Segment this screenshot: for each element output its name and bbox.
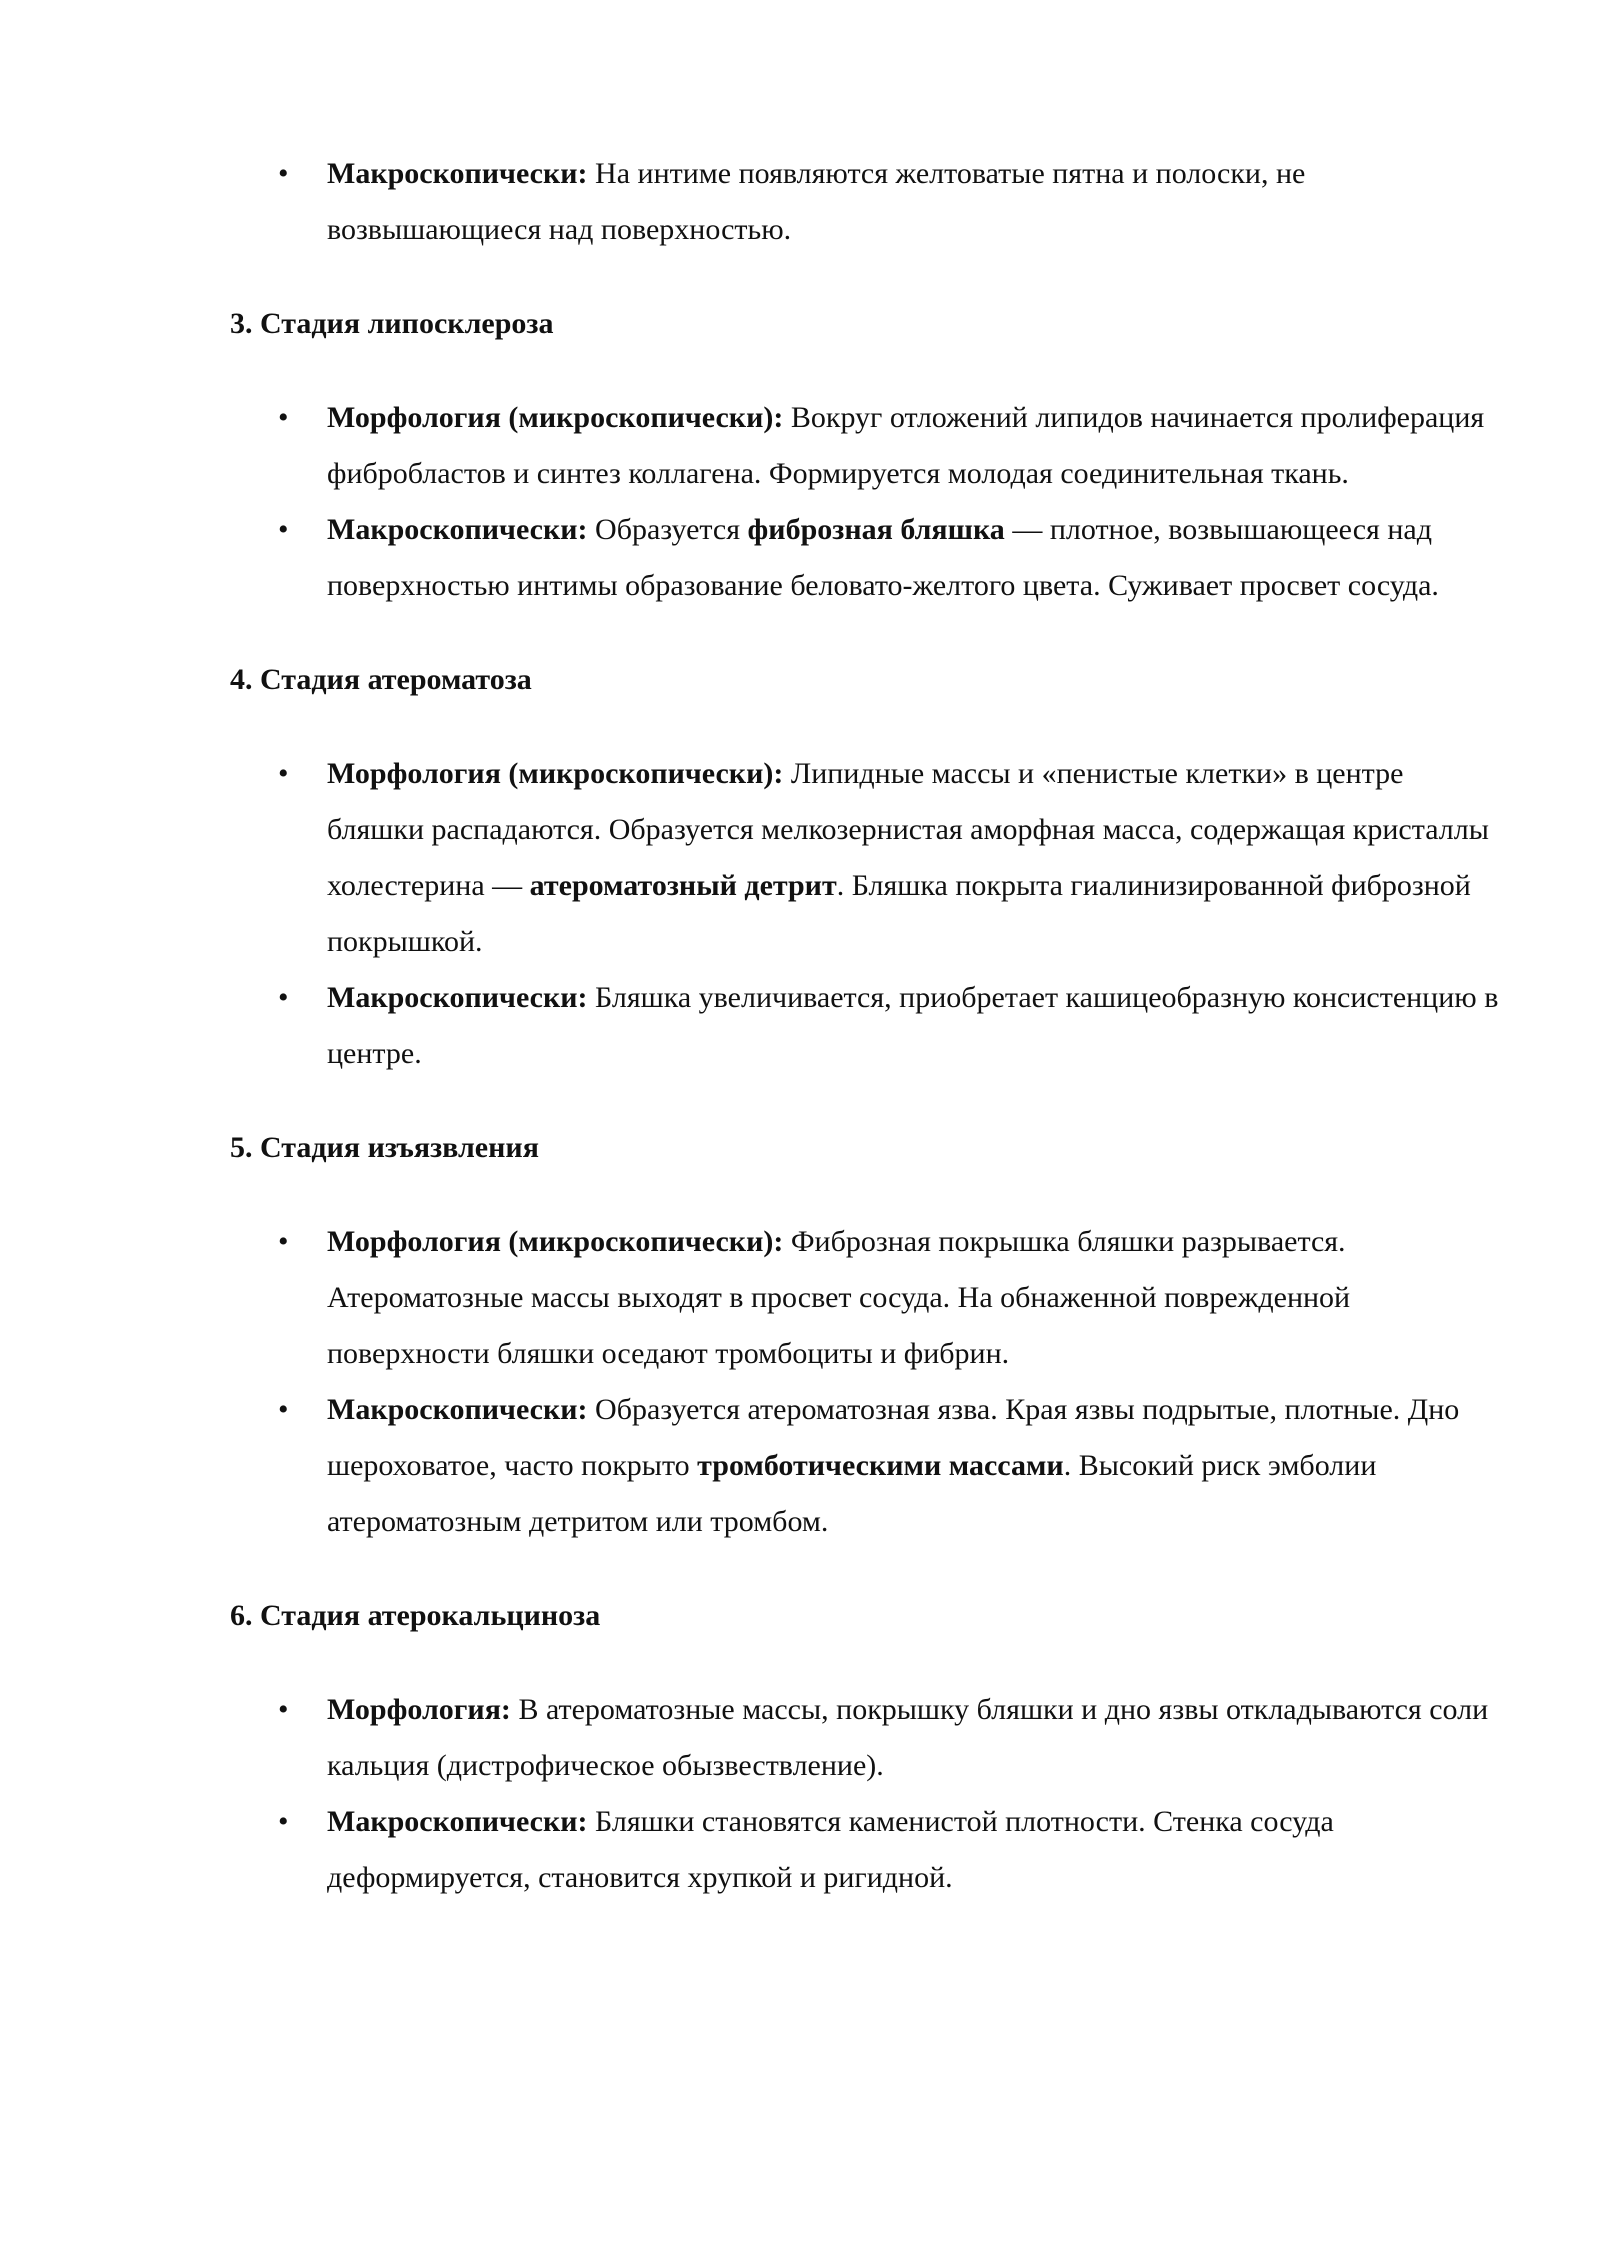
bullet-icon: • [278,1693,289,1726]
item-label: Макроскопически: [327,1805,588,1838]
item-label: Морфология: [327,1693,511,1726]
section-atherocalcinosis [230,1588,1500,1906]
item-label: Макроскопически: [327,1393,588,1426]
item-text: Образуется [587,513,748,546]
item-emphasis: атероматозный детрит [529,869,837,902]
item-label: Морфология (микроскопически): [327,757,784,790]
document-body [230,146,1500,1906]
list-item [230,502,1500,614]
item-label: Макроскопически: [327,513,588,546]
bullet-icon: • [278,981,289,1014]
bullet-icon: • [278,1225,289,1258]
section-heading: 4. Стадия атероматоза [230,663,532,696]
item-text: Липидные массы и «пенистые клетки» в центре бляшки распадаются. Образуется мелкозернистая аморфная масса, содержащая кристаллы холестерина — [327,757,1489,902]
section-atheromatosis [230,652,1500,1082]
bullet-icon: • [278,1805,289,1838]
list-item [230,1682,1500,1794]
section-heading: 5. Стадия изъязвления [230,1131,539,1164]
list-item [230,1214,1500,1382]
section-heading: 6. Стадия атерокальциноза [230,1599,601,1632]
item-label: Макроскопически: [327,157,588,190]
item-text: Фиброзная покрышка бляшки разрывается. Атероматозные массы выходят в просвет сосуда. На обнаженной поврежденной поверхности бляшки оседают тромбоциты и фибрин. [327,1225,1351,1370]
item-text: Вокруг отложений липидов начинается пролиферация фибробластов и синтез коллагена. Формируется молодая соединительная ткань. [327,401,1485,490]
bullet-list [230,1682,1500,1906]
bullet-icon: • [278,401,289,434]
item-text: . Высокий риск эмболии атероматозным детритом или тромбом. [327,1449,1377,1538]
list-item [230,1382,1500,1550]
item-label: Морфология (микроскопически): [327,401,784,434]
section-liposclerosis [230,296,1500,614]
section-ulceration [230,1120,1500,1550]
top-bullet-list [230,146,1500,258]
bullet-icon: • [278,757,289,790]
item-text: . Бляшка покрыта гиалинизированной фиброзной покрышкой. [327,869,1471,958]
list-item [230,1794,1500,1906]
item-text: — плотное, возвышающееся над поверхностью интимы образование беловато-желтого цвета. Суживает просвет сосуда. [327,513,1439,602]
item-label: Макроскопически: [327,981,588,1014]
bullet-list [230,746,1500,1082]
item-text: Бляшка увеличивается, приобретает кашицеобразную консистенцию в центре. [327,981,1499,1070]
item-text: В атероматозные массы, покрышку бляшки и дно язвы откладываются соли кальция (дистрофическое обызвествление). [327,1693,1489,1782]
bullet-icon: • [278,513,289,546]
section-heading: 3. Стадия липосклероза [230,307,554,340]
item-emphasis: тромботическими массами [697,1449,1064,1482]
item-text: Бляшки становятся каменистой плотности. Стенка сосуда деформируется, становится хрупкой и ригидной. [327,1805,1334,1894]
list-item [230,970,1500,1082]
list-item [230,390,1500,502]
bullet-list [230,1214,1500,1550]
item-text: На интиме появляются желтоватые пятна и полоски, не возвышающиеся над поверхностью. [327,157,1306,246]
item-text: Образуется атероматозная язва. Края язвы подрытые, плотные. Дно шероховатое, часто покрыто [327,1393,1460,1482]
list-item [230,746,1500,970]
bullet-icon: • [278,1393,289,1426]
item-label: Морфология (микроскопически): [327,1225,784,1258]
item-emphasis: фиброзная бляшка [747,513,1005,546]
bullet-list [230,390,1500,614]
list-item [230,146,1500,258]
bullet-icon: • [278,157,289,190]
